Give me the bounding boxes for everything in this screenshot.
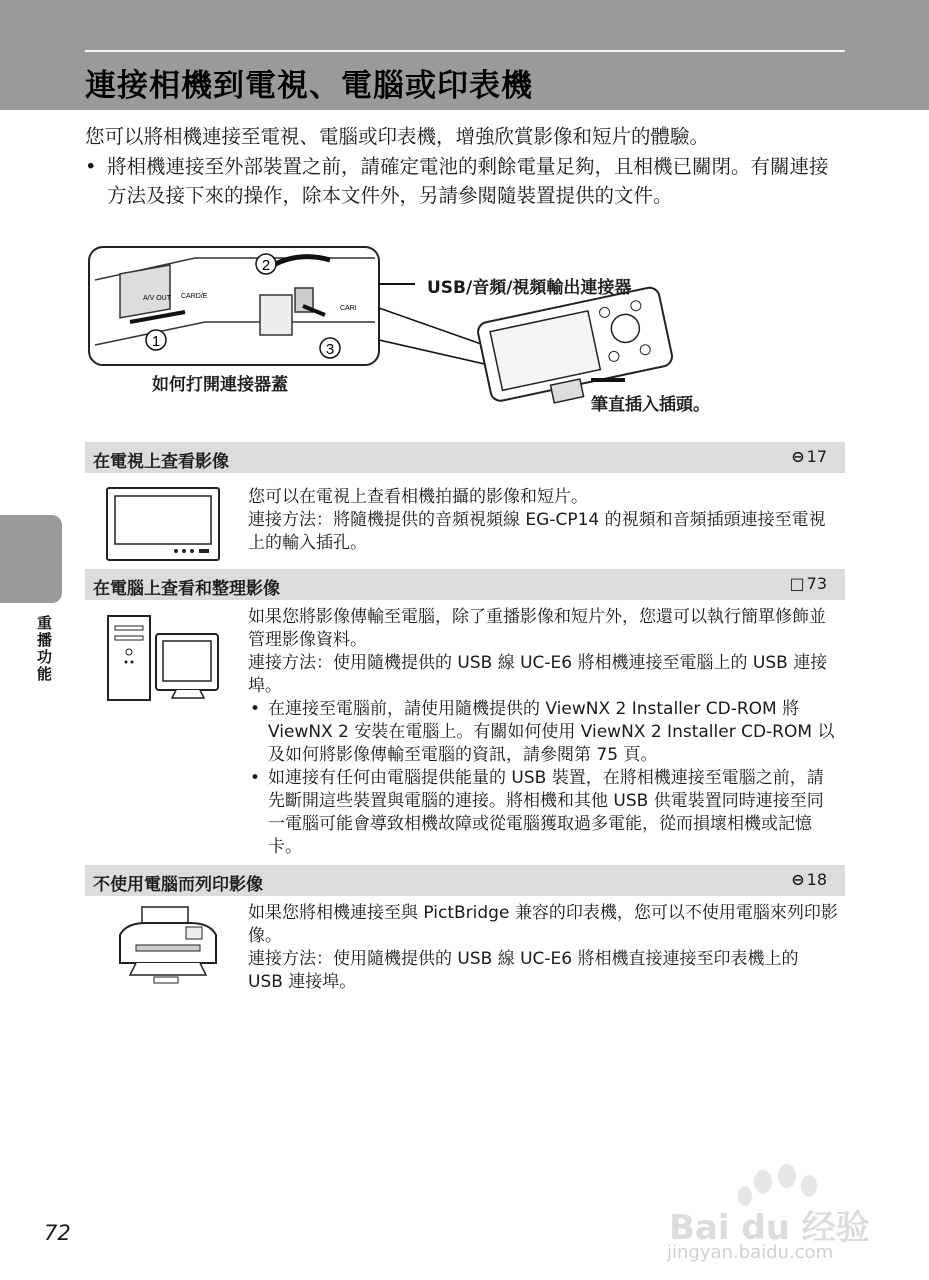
section-bullet [248, 698, 838, 767]
card-label: CARD/E [181, 293, 208, 300]
header-rule [85, 50, 845, 52]
printer-icon [116, 905, 220, 985]
watermark-url: jingyan.baidu.com [667, 1242, 834, 1263]
intro-bullet-text: 將相機連接至外部裝置之前，請確定電池的剩餘電量足夠，且相機已關閉。有關連接方法及接下來的操作，除本文件外，另請參閱隨裝置提供的文件。 [107, 155, 829, 207]
cover-callout: 如何打開連接器蓋 [152, 375, 288, 395]
section-bar-computer [85, 569, 845, 600]
step-3-label: 3 [325, 341, 335, 358]
section-title: 在電腦上查看和整理影像 [93, 579, 280, 599]
section-paragraph: 您可以在電視上查看相機拍攝的影像和短片。 [248, 487, 588, 507]
section-title: 不使用電腦而列印影像 [93, 875, 263, 895]
section-paragraph: 連接方法：將隨機提供的音頻視頻線 EG-CP14 的視頻和音頻插頭連接至電視上的輸入插孔。 [248, 510, 826, 553]
computer-icon [106, 614, 222, 702]
section-bar-printer [85, 865, 845, 896]
reference-page: 73 [806, 574, 827, 593]
book-reference-icon: □ [789, 574, 805, 593]
tv-icon [106, 487, 220, 561]
page-number: 72 [44, 1221, 71, 1245]
reference-section-icon: ⊖ [791, 447, 805, 466]
step-2-label: 2 [261, 257, 271, 274]
section-body-printer [248, 902, 838, 994]
section-paragraph: 連接方法：使用隨機提供的 USB 線 UC-E6 將相機直接連接至印表機上的 USB 連接埠。 [248, 949, 799, 992]
baidu-watermark [665, 1160, 875, 1270]
section-body-computer [248, 606, 838, 859]
section-paragraph: 連接方法：使用隨機提供的 USB 線 UC-E6 將相機連接至電腦上的 USB 連接埠。 [248, 653, 828, 696]
av-out-label: A/V OUT [143, 295, 172, 302]
watermark-brand: Bai du 经验 [669, 1208, 870, 1248]
connection-figure [85, 240, 755, 420]
section-body-tv [248, 486, 838, 555]
bullet-dot: • [250, 768, 261, 788]
insert-callout: 筆直插入插頭。 [591, 395, 710, 415]
intro-text: 您可以將相機連接至電視、電腦或印表機，增強欣賞影像和短片的體驗。 [85, 125, 710, 148]
step-1-label: 1 [151, 333, 161, 350]
section-bar-tv [85, 442, 845, 473]
section-reference [791, 447, 827, 466]
section-paragraph: 如果您將影像傳輸至電腦，除了重播影像和短片外，您還可以執行簡單修飾並管理影像資料。 [248, 607, 826, 650]
card-label-2: CARI [340, 305, 357, 312]
page-title: 連接相機到電視、電腦或印表機 [85, 68, 533, 104]
bullet-dot: • [85, 155, 97, 178]
section-paragraph: 如果您將相機連接至與 PictBridge 兼容的印表機，您可以不使用電腦來列印影像。 [248, 903, 838, 946]
section-bullet-text: 在連接至電腦前，請使用隨機提供的 ViewNX 2 Installer CD-ROM 將 ViewNX 2 安裝在電腦上。有關如何使用 ViewNX 2 Installer CD-ROM 以及如何將影像傳輸至電腦的資訊，請參閱第 75 頁。 [268, 699, 835, 765]
section-bullet-text: 如連接有任何由電腦提供能量的 USB 裝置，在將相機連接至電腦之前，請先斷開這些裝置與電腦的連接。將相機和其他 USB 供電裝置同時連接至同一電腦可能會導致相機故障或從電腦獲取過多電能，從而損壞相機或記憶卡。 [268, 768, 824, 857]
reference-section-icon: ⊖ [791, 870, 805, 889]
side-tab-label: 重播功能 [35, 615, 53, 683]
side-tab [0, 515, 62, 603]
reference-page: 18 [806, 870, 827, 889]
connector-callout: USB/音頻/視頻輸出連接器 [427, 278, 632, 298]
bullet-dot: • [250, 699, 261, 719]
section-title: 在電視上查看影像 [93, 452, 229, 472]
section-bullet [248, 767, 838, 859]
section-reference [791, 870, 827, 889]
reference-page: 17 [806, 447, 827, 466]
section-reference [790, 574, 827, 593]
